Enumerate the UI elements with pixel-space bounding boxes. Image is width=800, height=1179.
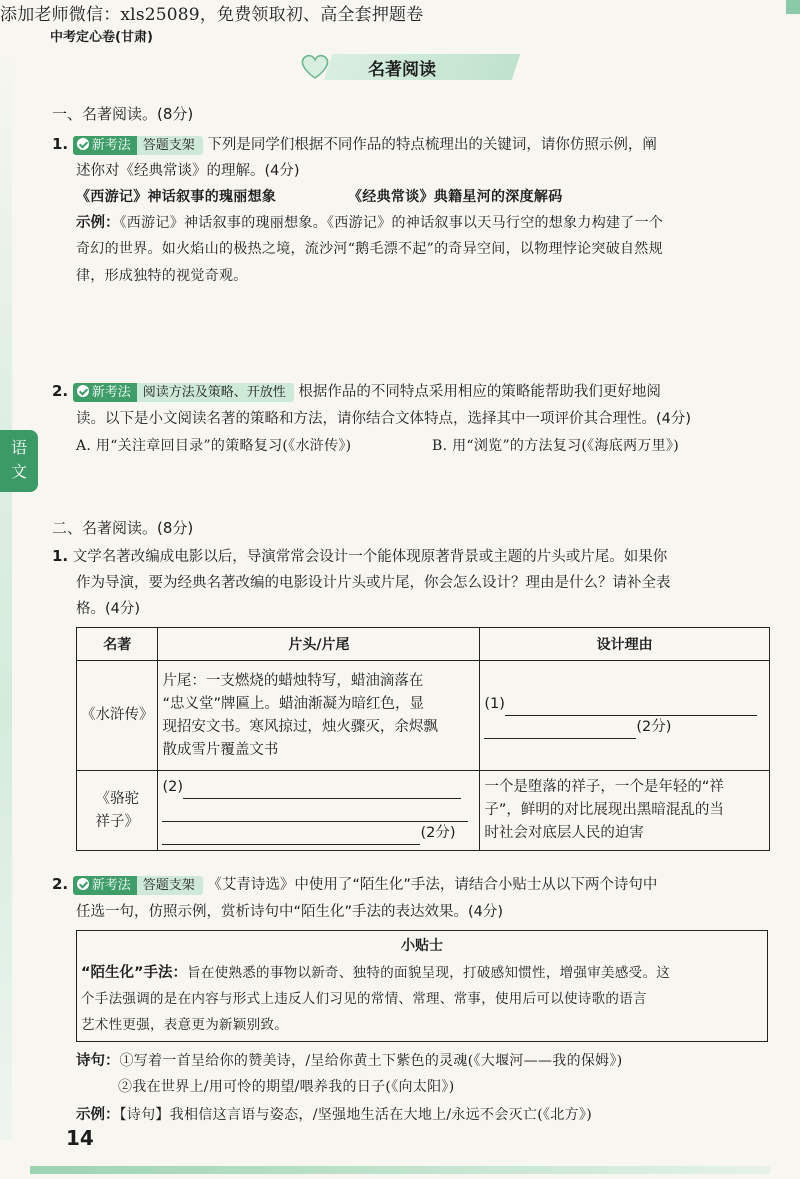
s2-q1-line1 bbox=[52, 545, 667, 566]
s1-q1-example-line1 bbox=[76, 211, 663, 232]
section2-title: 二、名著阅读。(8分) bbox=[52, 519, 194, 537]
reason-line: 时社会对底层人民的迫害 bbox=[484, 825, 644, 841]
tips-title: 小贴士 bbox=[401, 938, 443, 954]
section-banner bbox=[298, 52, 520, 82]
banner-title: 名著阅读 bbox=[368, 60, 436, 80]
s1-q1-keyword-2: 《经典常谈》典籍星河的深度解码 bbox=[348, 189, 563, 205]
s1-q1-example-line2: 奇幻的世界。如火焰山的极热之境，流沙河“鹅毛漂不起”的奇异空间，以物理悖论突破自然规 bbox=[76, 241, 663, 257]
section1-title: 一、名著阅读。(8分) bbox=[52, 105, 194, 123]
table-cell-reason-answer[interactable] bbox=[480, 661, 770, 771]
answer-blank[interactable] bbox=[162, 828, 420, 845]
tips-line2: 个手法强调的是在内容与形式上违反人们习见的常情、常理、常事，使用后可以使诗歌的语言 bbox=[81, 991, 647, 1007]
table-header-row bbox=[77, 628, 770, 661]
tips-box bbox=[76, 930, 768, 1042]
s2-q1-text2: 作为导演，要为经典名著改编的电影设计片头或片尾，你会怎么设计？理由是什么？请补全表 bbox=[76, 575, 671, 591]
new-method-tag-label: 新考法 bbox=[91, 137, 131, 153]
s1-q1-keyword-1: 《西游记》神话叙事的瑰丽想象 bbox=[76, 189, 277, 205]
s1-q1-line1 bbox=[52, 133, 657, 155]
answer-blank[interactable] bbox=[484, 722, 636, 739]
corner-decoration bbox=[786, 0, 800, 14]
header-title: 中考定心卷(甘肃) bbox=[50, 30, 153, 45]
side-band-decoration bbox=[0, 60, 12, 1140]
page-number: 14 bbox=[66, 1126, 94, 1150]
new-method-tag bbox=[73, 876, 137, 895]
s1-q1-example-label: 示例： bbox=[76, 215, 120, 231]
table-header-design: 片头/片尾 bbox=[158, 628, 480, 661]
verse-label: 诗句： bbox=[76, 1053, 120, 1069]
reading-strategy-tag: 阅读方法及策略、开放性 bbox=[137, 383, 294, 402]
s1-q2-text-a: 根据作品的不同特点采用相应的策略能帮助我们更好地阅 bbox=[298, 384, 661, 400]
s2-q1-number: 1. bbox=[52, 547, 69, 565]
footer-bar bbox=[30, 1166, 770, 1174]
points-label: (2分) bbox=[420, 825, 456, 841]
table-cell-book bbox=[77, 771, 158, 851]
answer-label: (1) bbox=[484, 695, 505, 712]
table-cell-book: 《水浒传》 bbox=[77, 661, 158, 771]
answer-label: (2) bbox=[162, 779, 183, 795]
answer-frame-tag: 答题支架 bbox=[137, 136, 203, 155]
points-label: (2分) bbox=[636, 718, 672, 735]
s2-q1-text3: 格。(4分) bbox=[76, 601, 141, 617]
answer-blank[interactable] bbox=[505, 699, 757, 716]
s1-q1-number: 1. bbox=[52, 135, 69, 153]
s2-q2-text-b: 任选一句，仿照示例，赏析诗句中“陌生化”手法的表达效果。(4分) bbox=[76, 904, 504, 920]
s2-q2-line1 bbox=[52, 873, 657, 895]
design-line: 散成雪片覆盖文书 bbox=[162, 741, 279, 758]
s1-q2-option-a: A. 用“关注章回目录”的策略复习(《水浒传》) bbox=[76, 438, 352, 454]
tips-text1: 旨在使熟悉的事物以新奇、独特的面貌呈现，打破感知惯性，增强审美感受。这 bbox=[187, 965, 671, 981]
s2-q1-text1: 文学名著改编成电影以后，导演常常会设计一个能体现原著背景或主题的片头或片尾。如果你 bbox=[72, 549, 668, 565]
table-row bbox=[77, 661, 770, 771]
s1-q1-example-text1: 《西游记》神话叙事的瑰丽想象。《西游记》的神话叙事以天马行空的想象力构建了一个 bbox=[119, 215, 664, 231]
verse-line1 bbox=[76, 1049, 623, 1070]
tips-line3: 艺术性更强，表意更为新颖别致。 bbox=[81, 1017, 288, 1033]
new-method-tag bbox=[73, 136, 137, 155]
answer-frame-tag: 答题支架 bbox=[137, 876, 203, 895]
answer-blank[interactable] bbox=[183, 782, 461, 799]
s1-q1-text-a: 下列是同学们根据不同作品的特点梳理出的关键词，请你仿照示例，阐 bbox=[207, 137, 657, 153]
book-line: 《骆驼 bbox=[95, 790, 139, 807]
check-icon bbox=[77, 878, 89, 890]
subject-side-tab bbox=[0, 430, 38, 492]
subject-side-tab-label: 语文 bbox=[11, 438, 28, 481]
s1-q2-number: 2. bbox=[52, 382, 69, 400]
table-cell-reason bbox=[480, 771, 770, 851]
design-line: “忠义堂”牌匾上。蜡油渐凝为暗红色，显 bbox=[162, 695, 424, 712]
s1-q2-option-b: B. 用“浏览”的方法复习(《海底两万里》) bbox=[432, 438, 680, 454]
example-text: 【诗句】我相信这言语与姿态，/坚强地生活在大地上/永远不会灭亡(《北方》) bbox=[119, 1107, 592, 1123]
example-line bbox=[76, 1103, 592, 1124]
table-row bbox=[77, 771, 770, 851]
table-header-book: 名著 bbox=[77, 628, 158, 661]
reason-line: 一个是堕落的祥子，一个是年轻的“祥 bbox=[484, 779, 724, 795]
s2-q2-number: 2. bbox=[52, 875, 69, 893]
s1-q2-text-b: 读。以下是小文阅读名著的策略和方法，请你结合文体特点，选择其中一项评价其合理性。(4分) bbox=[76, 411, 692, 427]
reason-line: 子”，鲜明的对比展现出黑暗混乱的当 bbox=[484, 802, 724, 818]
answer-blank[interactable] bbox=[162, 805, 468, 822]
verse-1: ①写着一首呈给你的赞美诗，/呈给你黄土下紫色的灵魂(《大堰河——我的保姆》) bbox=[119, 1053, 623, 1069]
example-label: 示例： bbox=[76, 1107, 120, 1123]
s1-q1-text-b: 述你对《经典常谈》的理解。(4分) bbox=[76, 163, 300, 179]
check-icon bbox=[77, 138, 89, 150]
book-line: 祥子》 bbox=[95, 813, 139, 830]
heart-icon bbox=[298, 49, 332, 83]
tips-label: “陌生化”手法： bbox=[81, 965, 188, 981]
s1-q2-line1 bbox=[52, 380, 661, 402]
verse-2: ②我在世界上/用可怜的期望/喂养我的日子(《向太阳》) bbox=[118, 1079, 455, 1095]
s2-q2-text-a: 《艾青诗选》中使用了“陌生化”手法，请结合小贴士从以下两个诗句中 bbox=[207, 877, 658, 893]
table-cell-design-answer[interactable] bbox=[158, 771, 480, 851]
s1-q1-example-line3: 律，形成独特的视觉奇观。 bbox=[76, 268, 248, 284]
tips-line1 bbox=[81, 961, 670, 982]
design-line: 现招安文书。寒风掠过，烛火骤灭，余烬飘 bbox=[162, 718, 438, 735]
table-cell-design bbox=[158, 661, 480, 771]
new-method-tag-label: 新考法 bbox=[91, 384, 131, 400]
design-table bbox=[76, 627, 770, 851]
new-method-tag bbox=[73, 383, 137, 402]
check-icon bbox=[77, 385, 89, 397]
table-header-reason: 设计理由 bbox=[480, 628, 770, 661]
watermark-text: 添加老师微信：xls25089，免费领取初、高全套押题卷 bbox=[0, 5, 424, 25]
design-line: 片尾：一支燃烧的蜡烛特写，蜡油滴落在 bbox=[162, 672, 424, 689]
new-method-tag-label: 新考法 bbox=[91, 877, 131, 893]
